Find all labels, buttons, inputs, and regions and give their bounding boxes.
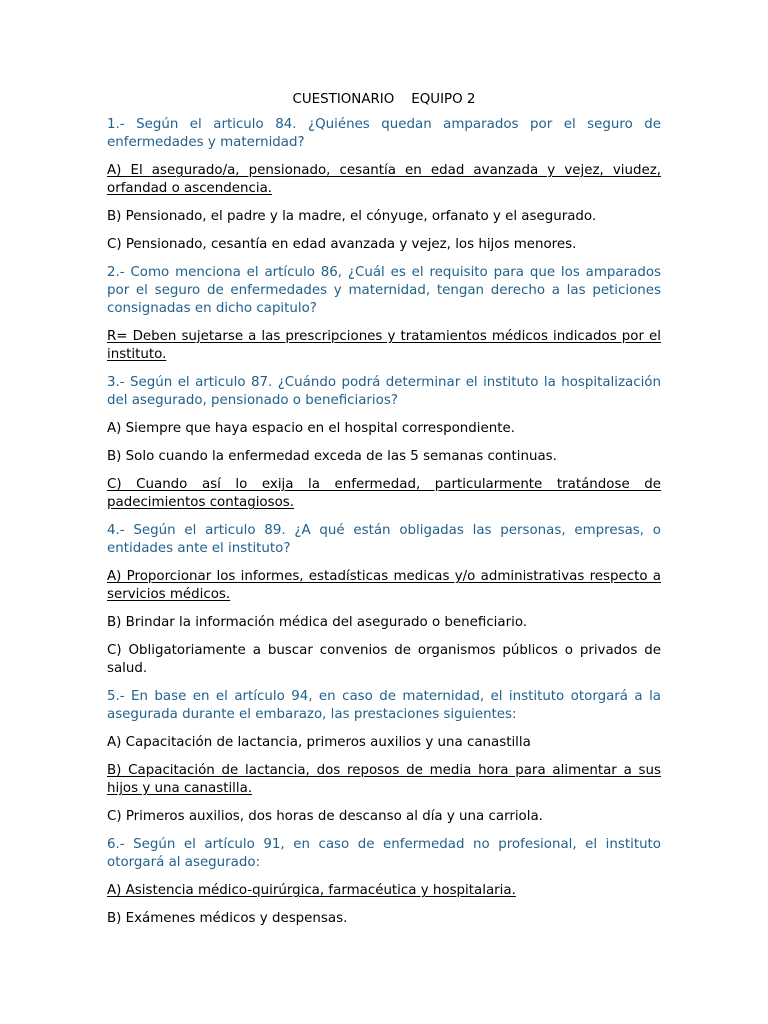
option-4c: C) Obligatoriamente a buscar convenios de organismos públicos o privados de salud. (107, 643, 661, 676)
option-6b: B) Exámenes médicos y despensas. (107, 911, 348, 926)
answer-5b-correct: B) Capacitación de lactancia, dos reposos de media hora para alimentar a sus hijos y una canastilla. (107, 763, 661, 796)
question-2: 2.- Como menciona el artículo 86, ¿Cuál es el requisito para que los amparados por el seguro de enfermedades y maternidad, tengan derecho a las peticiones consignadas en dicho capitulo? (107, 265, 661, 316)
answer-6a-correct: A) Asistencia médico-quirúrgica, farmacéutica y hospitalaria. (107, 883, 516, 898)
question-5: 5.- En base en el artículo 94, en caso de maternidad, el instituto otorgará a la asegurada durante el embarazo, las prestaciones siguientes: (107, 689, 661, 722)
answer-4a-correct: A) Proporcionar los informes, estadísticas medicas y/o administrativas respecto a servicios médicos. (107, 569, 661, 602)
option-5c: C) Primeros auxilios, dos horas de descanso al día y una carriola. (107, 809, 543, 824)
question-1: 1.- Según el articulo 84. ¿Quiénes quedan amparados por el seguro de enfermedades y maternidad? (107, 117, 661, 150)
question-4: 4.- Según el articulo 89. ¿A qué están obligadas las personas, empresas, o entidades ante el instituto? (107, 523, 661, 556)
question-6: 6.- Según el artículo 91, en caso de enfermedad no profesional, el instituto otorgará al asegurado: (107, 837, 661, 870)
question-3: 3.- Según el articulo 87. ¿Cuándo podrá determinar el instituto la hospitalización del asegurado, pensionado o beneficiarios? (107, 375, 661, 408)
option-3b: B) Solo cuando la enfermedad exceda de las 5 semanas continuas. (107, 449, 557, 464)
option-5a: A) Capacitación de lactancia, primeros auxilios y una canastilla (107, 735, 531, 750)
document-page (107, 91, 661, 938)
option-1c: C) Pensionado, cesantía en edad avanzada y vejez, los hijos menores. (107, 237, 577, 252)
option-1b: B) Pensionado, el padre y la madre, el cónyuge, orfanato y el asegurado. (107, 209, 597, 224)
option-4b: B) Brindar la información médica del asegurado o beneficiario. (107, 615, 528, 630)
page-title: CUESTIONARIO EQUIPO 2 (292, 92, 476, 107)
option-3a: A) Siempre que haya espacio en el hospital correspondiente. (107, 421, 515, 436)
answer-1a-correct: A) El asegurado/a, pensionado, cesantía en edad avanzada y vejez, viudez, orfandad o ascendencia. (107, 163, 661, 196)
answer-2-correct: R= Deben sujetarse a las prescripciones y tratamientos médicos indicados por el instituto. (107, 329, 661, 362)
answer-3c-correct: C) Cuando así lo exija la enfermedad, particularmente tratándose de padecimientos contagiosos. (107, 477, 661, 510)
